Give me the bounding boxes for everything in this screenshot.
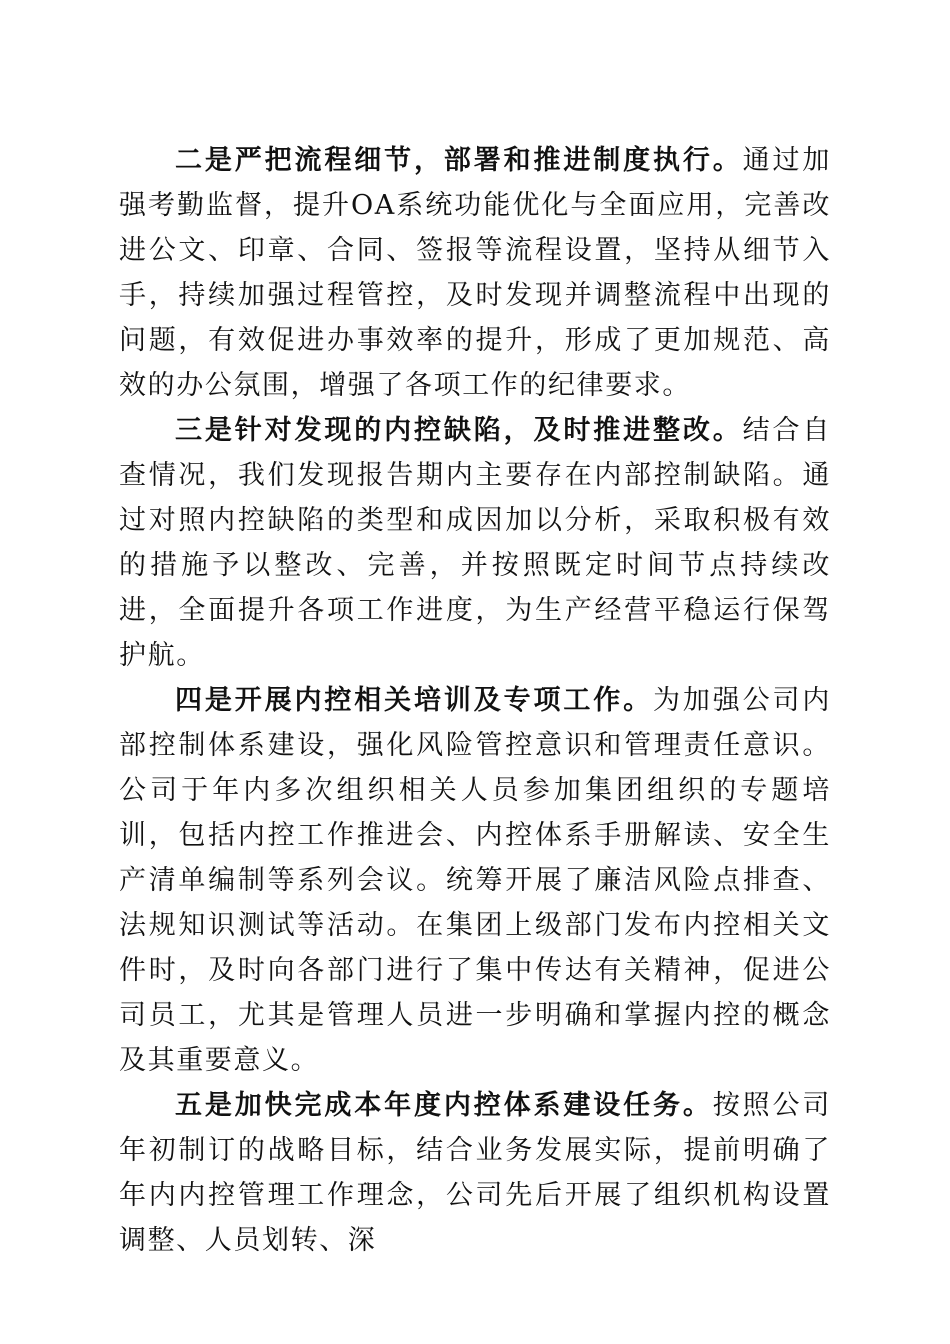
paragraph-3-heading: 三是针对发现的内控缺陷，及时推进整改。	[175, 415, 743, 446]
paragraph-3-text: 结合自查情况，我们发现报告期内主要存在内部控制缺陷。通过对照内控缺陷的类型和成因加以分析，采取积极有效的措施予以整改、完善，并按照既定时间节点持续改进，全面提升各项工作进度，为生产经营平稳运行保驾护航。	[119, 415, 831, 671]
paragraph-5	[119, 1083, 831, 1263]
paragraph-2-text: 通过加强考勤监督，提升OA系统功能优化与全面应用，完善改进公文、印章、合同、签报等流程设置，坚持从细节入手，持续加强过程管控，及时发现并调整流程中出现的问题，有效促进办事效率的提升，形成了更加规范、高效的办公氛围，增强了各项工作的纪律要求。	[119, 145, 831, 401]
document-body	[119, 138, 831, 1263]
paragraph-5-heading: 五是加快完成本年度内控体系建设任务。	[175, 1090, 713, 1121]
paragraph-4-heading: 四是开展内控相关培训及专项工作。	[175, 685, 654, 716]
paragraph-3	[119, 408, 831, 678]
paragraph-2	[119, 138, 831, 408]
paragraph-5-text: 按照公司年初制订的战略目标，结合业务发展实际，提前明确了年内内控管理工作理念，公司先后开展了组织机构设置调整、人员划转、深	[119, 1090, 831, 1256]
paragraph-2-heading: 二是严把流程细节，部署和推进制度执行。	[175, 145, 743, 176]
paragraph-4-text: 为加强公司内部控制体系建设，强化风险管控意识和管理责任意识。公司于年内多次组织相关人员参加集团组织的专题培训，包括内控工作推进会、内控体系手册解读、安全生产清单编制等系列会议。统筹开展了廉洁风险点排查、法规知识测试等活动。在集团上级部门发布内控相关文件时，及时向各部门进行了集中传达有关精神，促进公司员工，尤其是管理人员进一步明确和掌握内控的概念及其重要意义。	[119, 685, 831, 1076]
paragraph-4	[119, 678, 831, 1083]
